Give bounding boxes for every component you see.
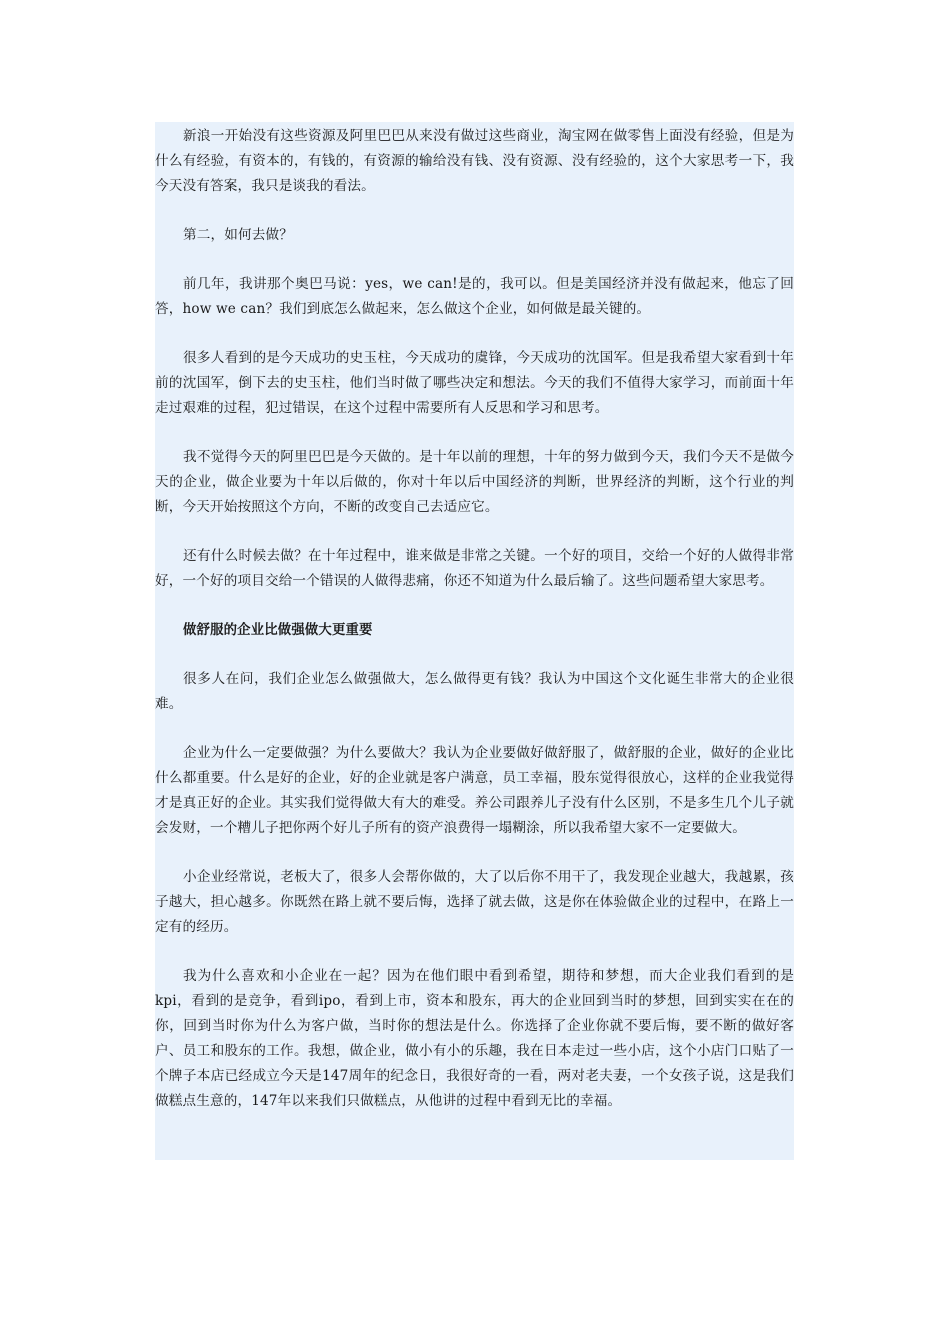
paragraph: 还有什么时候去做？在十年过程中，谁来做是非常之关键。一个好的项目，交给一个好的人做得非常好，一个好的项目交给一个错误的人做得悲痛，你还不知道为什么最后输了。这些问题希望大家思考。 [155,548,794,589]
paragraph: 第二，如何去做？ [183,227,293,243]
paragraph: 我不觉得今天的阿里巴巴是今天做的。是十年以前的理想，十年的努力做到今天，我们今天不是做今天的企业，做企业要为十年以后做的，你对十年以后中国经济的判断，世界经济的判断，这个行业的判断，今天开始按照这个方向，不断的改变自己去适应它。 [155,449,794,515]
paragraph: 我为什么喜欢和小企业在一起？因为在他们眼中看到希望，期待和梦想，而大企业我们看到的是kpi，看到的是竞争，看到ipo，看到上市，资本和股东，再大的企业回到当时的梦想，回到实实在在的你，回到当时你为什么为客户做，当时你的想法是什么。你选择了企业你就不要后悔，要不断的做好客户、员工和股东的工作。我想，做企业，做小有小的乐趣，我在日本走过一些小店，这个小店门口贴了一个牌子本店已经成立今天是147周年的纪念日，我很好奇的一看，两对老夫妻，一个女孩子说，这是我们做糕点生意的，147年以来我们只做糕点，从他讲的过程中看到无比的幸福。 [155,968,794,1109]
paragraph: 企业为什么一定要做强？为什么要做大？我认为企业要做好做舒服了，做舒服的企业，做好的企业比什么都重要。什么是好的企业，好的企业就是客户满意，员工幸福，股东觉得很放心，这样的企业我觉得才是真正好的企业。其实我们觉得做大有大的难受。养公司跟养儿子没有什么区别，不是多生几个儿子就会发财，一个糟儿子把你两个好儿子所有的资产浪费得一塌糊涂，所以我希望大家不一定要做大。 [155,745,794,836]
paragraph: 小企业经常说，老板大了，很多人会帮你做的，大了以后你不用干了，我发现企业越大，我越累，孩子越大，担心越多。你既然在路上就不要后悔，选择了就去做，这是你在体验做企业的过程中，在路上一定有的经历。 [155,869,794,935]
paragraph: 前几年，我讲那个奥巴马说：yes，we can!是的，我可以。但是美国经济并没有做起来，他忘了回答，how we can？我们到底怎么做起来，怎么做这个企业，如何做是最关键的。 [155,276,794,317]
paragraph: 新浪一开始没有这些资源及阿里巴巴从来没有做过这些商业，淘宝网在做零售上面没有经验，但是为什么有经验，有资本的，有钱的，有资源的输给没有钱、没有资源、没有经验的，这个大家思考一下，我今天没有答案，我只是谈我的看法。 [155,128,794,194]
section-heading: 做舒服的企业比做强做大更重要 [183,623,373,638]
paragraph: 很多人在问，我们企业怎么做强做大，怎么做得更有钱？我认为中国这个文化诞生非常大的企业很难。 [155,671,794,712]
article-body [155,122,794,1160]
paragraph: 很多人看到的是今天成功的史玉柱，今天成功的虞锋，今天成功的沈国军。但是我希望大家看到十年前的沈国军，倒下去的史玉柱，他们当时做了哪些决定和想法。今天的我们不值得大家学习，而前面十年走过艰难的过程，犯过错误，在这个过程中需要所有人反思和学习和思考。 [155,350,794,416]
